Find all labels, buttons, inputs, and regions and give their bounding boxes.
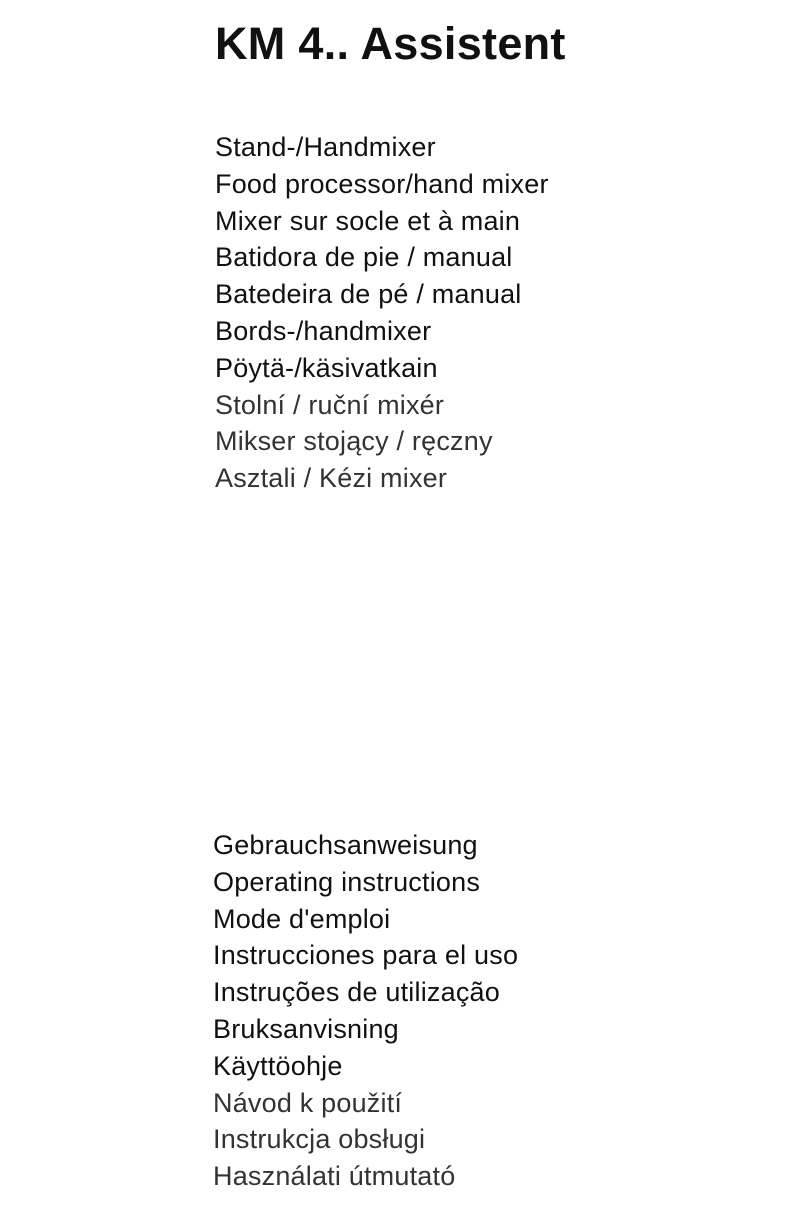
- product-name-de: Stand-/Handmixer: [215, 132, 436, 162]
- manual-title-en: Operating instructions: [213, 866, 481, 897]
- product-name-es: Batidora de pie / manual: [215, 242, 513, 273]
- product-name-cs: Stolní / ruční mixér: [215, 389, 445, 420]
- product-name-fr: Mixer sur socle et à main: [215, 205, 521, 236]
- manual-title-de: Gebrauchsanweisung: [213, 830, 478, 860]
- manual-title-sv: Bruksanvisning: [213, 1013, 399, 1044]
- manual-title-pl: Instrukcja obsługi: [213, 1124, 426, 1155]
- manual-title-hu: Használati útmutató: [213, 1161, 456, 1192]
- product-name-pl: Mikser stojący / ręczny: [215, 426, 493, 457]
- manual-title-fr: Mode d'emploi: [213, 903, 391, 934]
- manual-title-pt: Instruções de utilização: [213, 977, 500, 1008]
- manual-title-list: [213, 827, 518, 1195]
- document-title: KM 4.. Assistent: [215, 18, 566, 69]
- product-name-hu: Asztali / Kézi mixer: [215, 463, 448, 494]
- product-name-pt: Batedeira de pé / manual: [215, 279, 522, 310]
- product-name-sv: Bords-/handmixer: [215, 315, 432, 346]
- product-name-en: Food processor/hand mixer: [215, 168, 549, 199]
- manual-title-fi: Käyttöohje: [213, 1050, 343, 1081]
- product-name-list: [215, 129, 549, 497]
- manual-title-cs: Návod k použití: [213, 1087, 403, 1118]
- manual-title-es: Instrucciones para el uso: [213, 940, 519, 971]
- product-name-fi: Pöytä-/käsivatkain: [215, 352, 438, 383]
